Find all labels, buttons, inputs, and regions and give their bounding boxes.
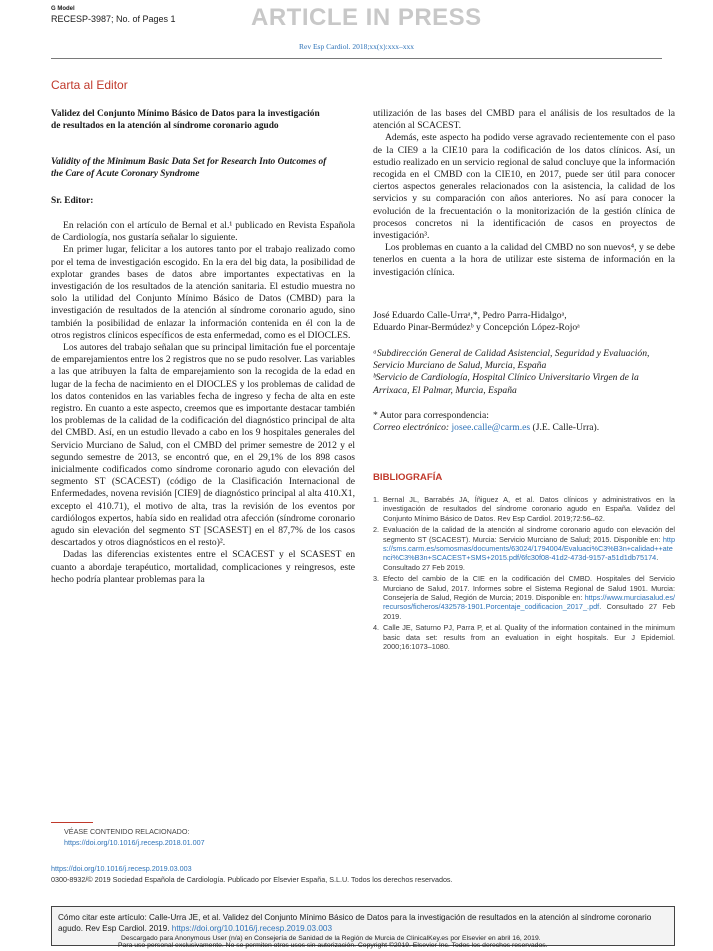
journal-reference: Rev Esp Cardiol. 2018;xx(x):xxx–xxx — [299, 42, 414, 51]
copyright-notice: 0300-8932/© 2019 Sociedad Española de Cardiología. Publicado por Elsevier España, S.L.U. Todos los derechos reservados. — [51, 875, 453, 884]
paragraph: En primer lugar, felicitar a los autores tanto por el trabajo realizado como por el tema de investigación escogido. En la era del big data, la posibilidad de explotar grandes bases de datos abre importantes expectativas en la investigación de los resultados de la atención sanitaria. El estudio muestra no solo la utilidad del Conjunto Mínimo Básico de Datos (CMBD) para la investigación de resultados de la atención al síndrome coronario agudo, sino también la posibilidad de enlazar la información contenida en él con la de otros registros clínicos específicos de esta enfermedad, como es el DIOCLES. — [51, 244, 355, 341]
reference-text: Efecto del cambio de la CIE en la codificación del CMBD. Hospitales del Servicio Murciano de Salud, 2017. Informes sobre el Sistema Regional de Salud 1901. Murcia: Consejería de Salud, Región de Murcia; 2019. Disponible en: — [383, 574, 675, 603]
article-title-spanish: Validez del Conjunto Mínimo Básico de Datos para la investigación de resultados en la atención al síndrome coronario agudo — [51, 109, 320, 131]
paragraph: Dadas las diferencias existentes entre el SCACEST y el SCASEST en cuanto a abordaje terapéutico, mortalidad, complicaciones y reingresos, este hecho podría plantear problemas para la — [51, 549, 355, 585]
header-divider — [51, 58, 662, 59]
email-suffix: (J.E. Calle-Urra). — [530, 422, 600, 434]
email-prefix: Correo electrónico: — [373, 422, 452, 434]
affiliation: ᵃSubdirección General de Calidad Asistencial, Seguridad y Evaluación, Servicio Murciano de Salud, Murcia, España — [373, 348, 650, 372]
correspondence-label: * Autor para correspondencia: — [373, 410, 489, 421]
article-code: RECESP-3987; No. of Pages 1 — [51, 14, 176, 24]
reference-number: 3. — [373, 574, 380, 584]
author-line: Eduardo Pinar-Bermúdezᵇ y Concepción López-Rojoᵃ — [373, 322, 580, 334]
reference-item — [373, 495, 675, 523]
article-in-press-banner: ARTICLE IN PRESS — [251, 4, 482, 31]
left-column-body — [51, 220, 355, 586]
reference-link[interactable]: https://sms.carm.es/somosmas/documents/63024/1794004/Evaluaci%C3%B3n+calidad++atenci%C3%B3n+SCACEST+SMS+2015.pdf/6fc30f08-41d2-473d-9157-a51d1db75174 — [383, 534, 675, 563]
paragraph: Además, este aspecto ha podido verse agravado recientemente con el paso de la CIE9 a la CIE10 para la codificación de los datos clínicos. Así, un estudio realizado en un servicio regional de salud concluye que la información recogida en el CMBD con la CIE10, en 2017, puede ser útil para conocer ciertos aspectos generales relacionados con la asistencia, la calidad de los servicios y su comparación con años anteriores. No así para conocer la evolución de la frecuentación o la monitorización de la gestión clínica de procesos concretos ni la identificación de casos en proyectos de investigación³. — [373, 132, 675, 242]
email-link[interactable]: josee.calle@carm.es — [451, 422, 531, 434]
reference-item — [373, 525, 675, 572]
reference-number: 4. — [373, 623, 380, 633]
reference-item — [373, 623, 675, 651]
reference-consulted: . Consultado 27 Feb 2019. — [383, 553, 659, 572]
reference-item — [373, 574, 675, 621]
see-related-label: VÉASE CONTENIDO RELACIONADO: — [64, 827, 190, 836]
correspondence-email-line — [373, 422, 675, 434]
footnote-divider — [51, 822, 93, 823]
section-label: Carta al Editor — [51, 78, 128, 92]
correspondence — [373, 410, 675, 434]
citation-body: Cómo citar este artículo: Calle-Urra JE, et al. Validez del Conjunto Mínimo Básico de Datos para la investigación de resultados en la atención al síndrome coronario agudo. Rev Esp Cardiol. 2019. — [58, 913, 652, 933]
reference-list — [373, 495, 675, 654]
paragraph: Los problemas en cuanto a la calidad del CMBD no son nuevos⁴, y se debe tenerlos en cuenta a la hora de utilizar este sistema de información en la investigación clínica. — [373, 242, 675, 278]
citation-text — [58, 912, 670, 934]
affiliation: ᵇServicio de Cardiología, Hospital Clínico Universitario Virgen de la Arrixaca, El Palmar, Murcia, España — [373, 372, 639, 396]
bibliography-heading: BIBLIOGRAFÍA — [373, 472, 443, 483]
greeting: Sr. Editor: — [51, 196, 94, 206]
author-list — [373, 310, 675, 334]
doi-link[interactable]: https://doi.org/10.1016/j.recesp.2019.03.003 — [51, 864, 192, 873]
paragraph: Los autores del trabajo señalan que su principal limitación fue el porcentaje de emparejamientos entre los 2 registros que no se pudo resolver. Las variables a las que atribuyen la falta de emparejamiento son la recogida de la edad en lugar de la fecha de nacimiento en el DIOCLES y los problemas de calidad de los datos contenidos en las variables fecha de ingreso y fecha de alta en este registro. En cuanto a este aspecto, creemos que es importante destacar también los problemas de la calidad de la codificación del diagnóstico principal de alta del CMBD. Así, en un estudio llevado a cabo en los 9 hospitales generales del Servicio Murciano de Salud, con el CMBD del primer semestre de 2012 y el segundo semestre de 2013, se encontró que, en el 29,1% de los 898 casos inicialmente codificados como síndrome coronario agudo con elevación del segmento ST (SCACEST) (código de la Clasificación Internacional de Enfermedades, novena revisión [CIE9] de diagnóstico principal al alta 410.X1, excepto el 410.71), el motivo de alta, tras la revisión de los eventos por cardiólogos expertos, había sido en realidad otra afección (síndrome coronario agudo sin elevación del segmento ST [SCASEST] en el 87,7% de los casos descartados y otros diagnósticos en el resto)². — [51, 342, 355, 549]
reference-text: Calle JE, Saturno PJ, Parra P, et al. Quality of the information contained in the minimum basic data set: results from an evaluation in eight hospitals. Eur J Epidemiol. 2000;16:1073–1080. — [383, 623, 675, 652]
reference-text: Evaluación de la calidad de la atención al síndrome coronario agudo con elevación del segmento ST (SCACEST). Murcia: Servicio Murciano de Salud; 2015. Disponible en: — [383, 525, 675, 544]
reference-number: 1. — [373, 495, 380, 504]
download-notice: Descargado para Anonymous User (n/a) en Consejería de Sanidad de la Región de Murcia de ClinicalKey.es por Elsevier en abril 16, 2019. — [121, 935, 541, 942]
reference-number: 2. — [373, 525, 380, 535]
author-line: José Eduardo Calle-Urraᵃ,*, Pedro Parra-Hidalgoᵃ, — [373, 310, 567, 321]
reference-link[interactable]: https://www.murciasalud.es/recursos/ficheros/432578-1901.Porcentaje_codificacion_2017_.pdf — [383, 593, 675, 612]
usage-notice: Para uso personal exclusivamente. No se permiten otros usos sin autorización. Copyright ©2019. Elsevier Inc. Todos los derechos reservados. — [118, 942, 548, 949]
article-title-english: Validity of the Minimum Basic Data Set for Research Into Outcomes of the Care of Acute Coronary Syndrome — [51, 157, 327, 179]
affiliations — [373, 348, 675, 397]
model-label: G Model — [51, 6, 75, 12]
see-related-link[interactable]: https://doi.org/10.1016/j.recesp.2018.01.007 — [64, 838, 205, 847]
reference-consulted: . Consultado 27 Feb 2019. — [383, 602, 675, 621]
reference-text: Bernal JL, Barrabés JA, Íñiguez A, et al. Datos clínicos y administrativos en la investigación de resultados del síndrome coronario agudo en España. Validez del Conjunto Mínimo Básico de Datos. Rev Esp Cardiol. 2019;72:56–62. — [383, 495, 675, 523]
paragraph: utilización de las bases del CMBD para el análisis de los resultados de la atención al SCACEST. — [373, 108, 675, 132]
right-column-body — [373, 108, 675, 279]
citation-doi-link[interactable]: https://doi.org/10.1016/j.recesp.2019.03.003 — [171, 924, 333, 933]
paragraph: En relación con el artículo de Bernal et al.¹ publicado en Revista Española de Cardiología, nos gustaría señalar lo siguiente. — [51, 220, 355, 244]
